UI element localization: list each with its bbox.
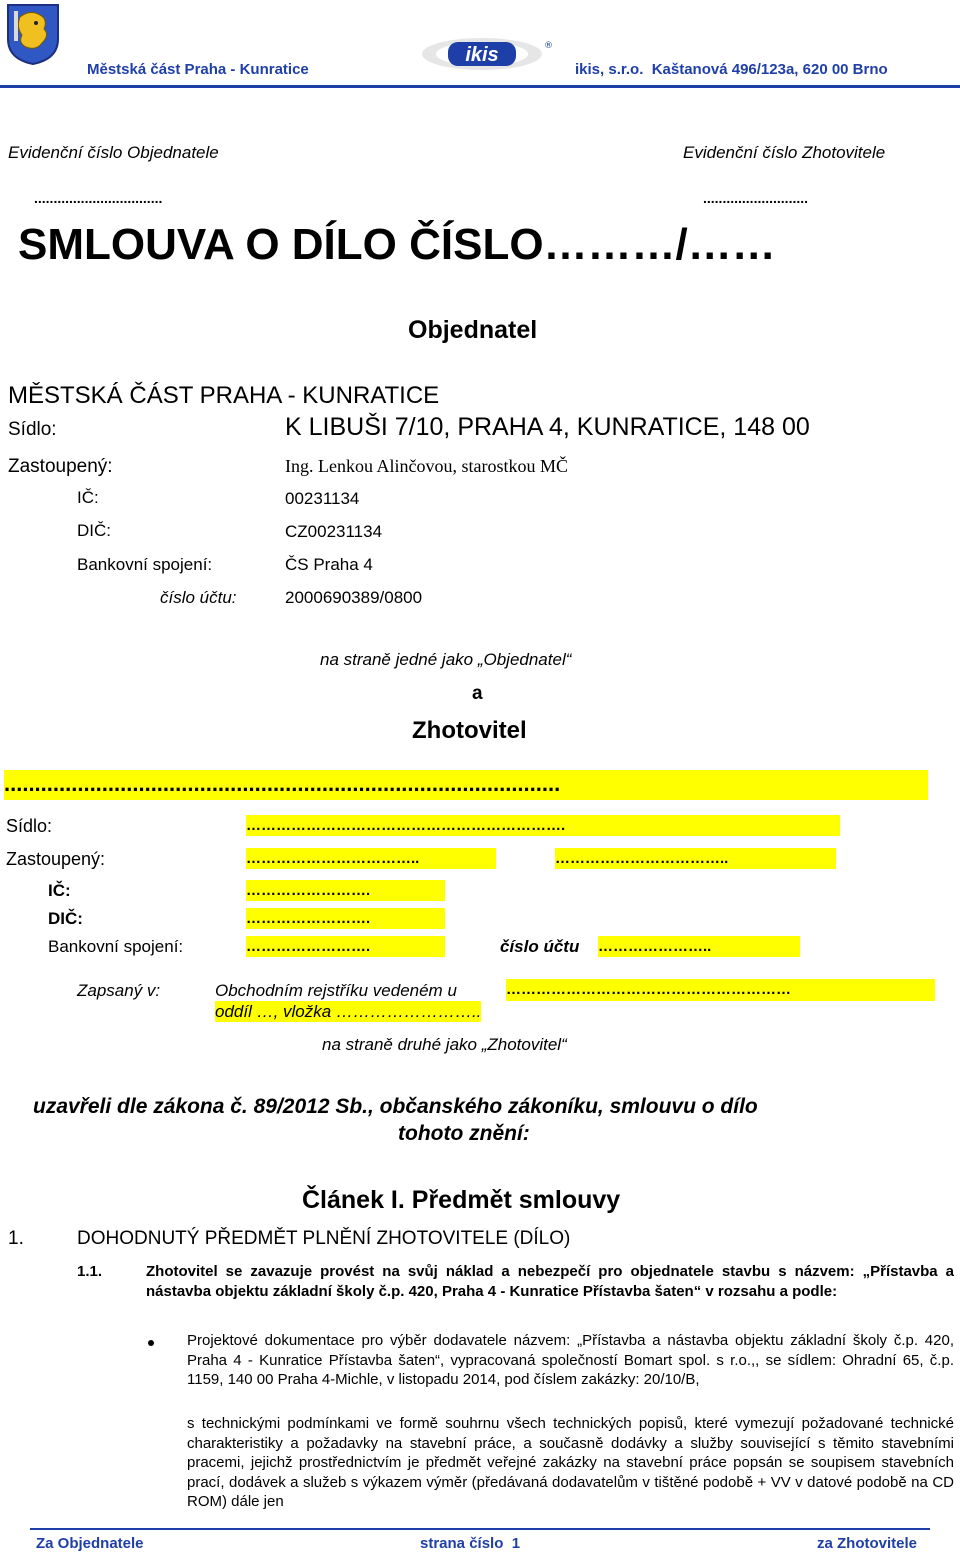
logo-text: ikis	[465, 44, 499, 66]
bullet-text-continued: s technickými podmínkami ve formě souhrnu všech technických popisů, které vymezují požadované technické charakteristiky a požadavky na stavební práce, a současně dodávky a služby související s těmito stavebními pracemi, jejichž prostřednictvím je předmět veřejné zakázky na stavební práce popsán se soupisem stavebních prací, dodávek a služeb s výkazem výměr (předávaná dodavatelům v tištěné podobě + VV v datové podobě na CD ROM) dále jen	[187, 1415, 954, 1510]
zhotovitel-bank-field: …………………….	[246, 936, 445, 957]
objednatel-dic-label: DIČ:	[77, 521, 111, 540]
evidence-objednatel-label: Evidenční číslo Objednatele	[8, 143, 219, 162]
section-title: DOHODNUTÝ PŘEDMĚT PLNĚNÍ ZHOTOVITELE (DÍLO)	[77, 1228, 571, 1249]
zhotovitel-ic-label: IČ:	[48, 881, 71, 900]
header-divider	[0, 85, 960, 88]
footer-page: strana číslo 1	[420, 1535, 521, 1552]
subsection-number: 1.1.	[77, 1263, 103, 1280]
zhotovitel-sidlo-field: ……………………………………………………….	[246, 815, 840, 836]
header-municipality: Městská část Praha - Kunratice	[87, 61, 309, 78]
side-one-text: na straně jedné jako „Objednatel“	[320, 650, 572, 669]
zhotovitel-account-label: číslo účtu	[500, 937, 580, 956]
zhotovitel-zapsany-text: Obchodním rejstříku vedeném u	[215, 981, 457, 1000]
conjunction-a: a	[472, 683, 483, 704]
header-company: ikis, s.r.o. Kaštanová 496/123a, 620 00 Brno	[575, 61, 888, 78]
objednatel-bank-label: Bankovní spojení:	[77, 555, 213, 574]
objednatel-heading: Objednatel	[408, 316, 538, 344]
objednatel-ic-value: 00231134	[285, 489, 360, 508]
evidence-zhotovitel-label: Evidenční číslo Zhotovitele	[683, 143, 886, 162]
side-two-text: na straně druhé jako „Zhotovitel“	[322, 1035, 567, 1054]
bullet-dot	[148, 1340, 154, 1346]
objednatel-bank-value: ČS Praha 4	[285, 555, 373, 574]
zhotovitel-zapsany-field: …………………………………………………	[506, 979, 935, 1001]
objednatel-zastoupeny-value: Ing. Lenkou Alinčovou, starostkou MČ	[285, 456, 568, 476]
section-number: 1.	[8, 1228, 24, 1249]
zhotovitel-heading: Zhotovitel	[412, 717, 527, 744]
footer-right: za Zhotovitele	[817, 1535, 918, 1552]
objednatel-ic-label: IČ:	[77, 488, 99, 507]
zhotovitel-account-field: …………………..	[598, 936, 800, 957]
concluded-line-1: uzavřeli dle zákona č. 89/2012 Sb., občanského zákoníku, smlouvu o dílo	[33, 1095, 758, 1118]
article-heading: Článek I. Předmět smlouvy	[302, 1186, 621, 1214]
subsection-text: Zhotovitel se zavazuje provést na svůj náklad a nebezpečí pro objednatele stavbu s názvem: „Přístavba a nástavba objektu základní školy č.p. 420, Praha 4 - Kunratice Přístavba šaten“ v rozsahu a podle:	[146, 1263, 954, 1300]
objednatel-dic-value: CZ00231134	[285, 522, 383, 541]
zhotovitel-zastoupeny-label: Zastoupený:	[6, 849, 106, 869]
objednatel-zastoupeny-label: Zastoupený:	[8, 456, 113, 477]
zhotovitel-dic-label: DIČ:	[48, 909, 83, 928]
zhotovitel-dic-field: …………………….	[246, 908, 445, 929]
header-crest-icon	[6, 3, 60, 65]
zhotovitel-zastoupeny-field-1: ……………………………..	[246, 848, 496, 869]
evidence-objednatel-dots: .................................	[34, 190, 163, 206]
zhotovitel-ic-field: …………………….	[246, 880, 445, 901]
objednatel-account-label: číslo účtu:	[160, 588, 237, 607]
zhotovitel-oddil-field: oddíl …, vložka ……………………..	[215, 1002, 482, 1021]
zhotovitel-zapsany-label: Zapsaný v:	[77, 981, 161, 1000]
concluded-line-2: tohoto znění:	[398, 1122, 530, 1145]
zhotovitel-bank-label: Bankovní spojení:	[48, 937, 184, 956]
objednatel-account-value: 2000690389/0800	[285, 588, 423, 607]
bullet-text: Projektové dokumentace pro výběr dodavatele názvem: „Přístavba a nástavba objektu základní školy č.p. 420, Praha 4 - Kunratice Přístavba šaten“, vypracovaná společností Bomart spol. s r.o.,, se sídlem: Ohradní 65, č.p. 1159, 140 00 Praha 4-Michle, v listopadu 2014, pod číslem zakázky: 20/10/B,	[187, 1332, 954, 1388]
zhotovitel-zastoupeny-field-2: ……………………………..	[555, 848, 836, 869]
objednatel-sidlo-label: Sídlo:	[8, 419, 57, 440]
zhotovitel-name-field: ...........................................................................................	[4, 770, 928, 800]
objednatel-name: MĚSTSKÁ ČÁST PRAHA - KUNRATICE	[8, 382, 440, 409]
ikis-logo	[420, 36, 552, 72]
contract-title: SMLOUVA O DÍLO ČÍSLO………/……	[18, 220, 776, 269]
evidence-zhotovitel-dots: ...........................	[703, 190, 809, 206]
zhotovitel-sidlo-label: Sídlo:	[6, 816, 53, 836]
footer-left: Za Objednatele	[36, 1535, 144, 1552]
registered-mark: ®	[544, 41, 553, 51]
objednatel-sidlo-value: K LIBUŠI 7/10, PRAHA 4, KUNRATICE, 148 00	[285, 413, 810, 441]
footer-divider	[30, 1528, 930, 1530]
